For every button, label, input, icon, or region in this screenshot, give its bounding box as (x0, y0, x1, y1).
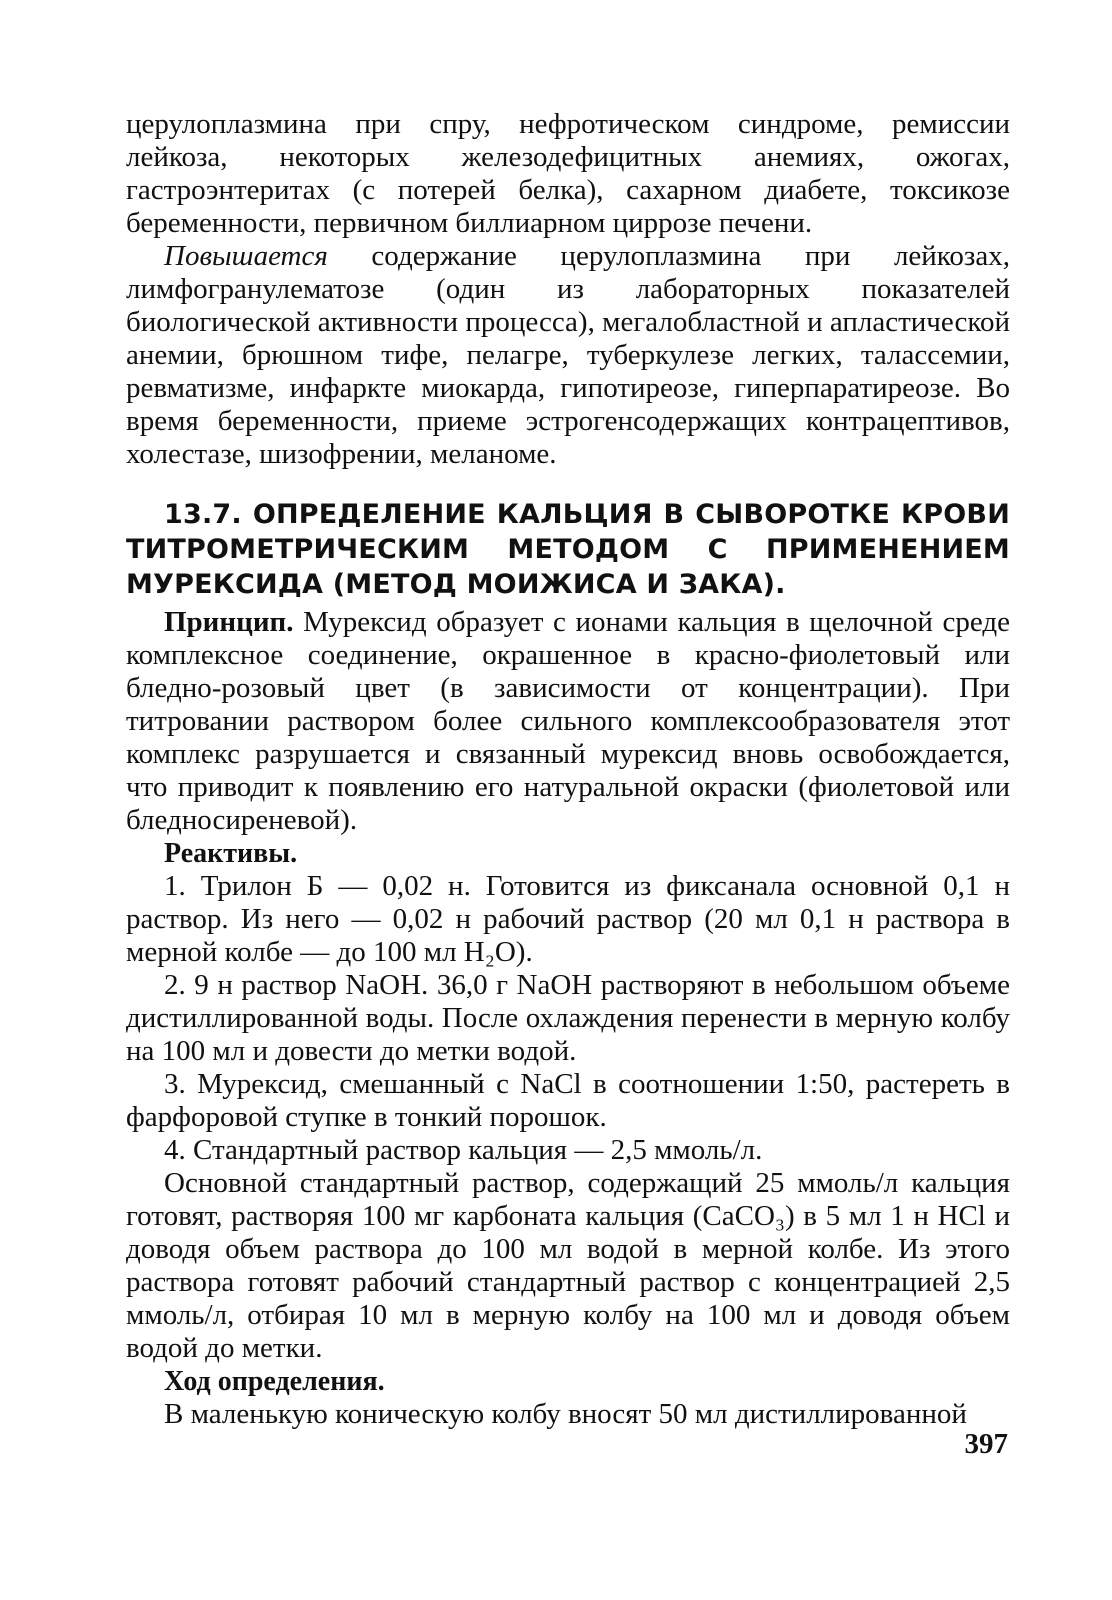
reagent-item-4: 4. Стандартный раствор кальция — 2,5 ммоль/л. (164, 1134, 763, 1166)
reagent-item-1: 1. Трилон Б — 0,02 н. Готовится из фиксанала основной 0,1 н раствор. Из него — 0,02 н рабочий раствор (20 мл 0,1 н раствора в мерной колбе — до 100 мл H₂O). (126, 870, 1010, 968)
page-content (126, 108, 1010, 1431)
section-heading: 13.7. ОПРЕДЕЛЕНИЕ КАЛЬЦИЯ В СЫВОРОТКЕ КРОВИ ТИТРОМЕТРИЧЕСКИМ МЕТОДОМ С ПРИМЕНЕНИЕМ МУРЕКСИДА (МЕТОД МОИЖИСА И ЗАКА). (126, 499, 1010, 600)
reagent-item-2: 2. 9 н раствор NaOH. 36,0 г NaOH растворяют в небольшом объеме дистиллированной воды. После охлаждения перенести в мерную колбу на 100 мл и довести до метки водой. (126, 969, 1010, 1067)
reagent-item-3: 3. Мурексид, смешанный с NaCl в соотношении 1:50, растереть в фарфоровой ступке в тонкий порошок. (126, 1068, 1010, 1133)
increase-text: содержание церулоплазмина при лейкозах, лимфогранулематозе (один из лабораторных показателей биологической активности процесса), мегалобластной и апластической анемии, брюшном тифе, пелагре, туберкулезе легких, талассемии, ревматизме, инфаркте миокарда, гипотиреозе, гиперпаратиреозе. Во время беременности, приеме эстрогенсодержащих контрацептивов, холестазе, шизофрении, меланоме. (126, 240, 1010, 470)
paragraph-ceruloplasmin-decrease: церулоплазмина при спру, нефротическом синдроме, ремиссии лейкоза, некоторых железодефицитных анемиях, ожогах, гастроэнтеритах (с потерей белка), сахарном диабете, токсикозе беременности, первичном биллиарном циррозе печени. (126, 108, 1010, 239)
page-number: 397 (964, 1428, 1008, 1460)
principle-text: Мурексид образует с ионами кальция в щелочной среде комплексное соединение, окрашенное в красно-фиолетовый или бледно-розовый цвет (в зависимости от концентрации). При титровании раствором более сильного комплексообразователя этот комплекс разрушается и связанный мурексид вновь освобождается, что приводит к появлению его натуральной окраски (фиолетовой или бледносиреневой). (126, 606, 1010, 836)
paragraph-ceruloplasmin-increase (126, 240, 1010, 471)
paragraph-procedure: В маленькую коническую колбу вносят 50 мл дистиллированной (164, 1398, 967, 1430)
principle-lead: Принцип. (164, 606, 294, 638)
paragraph-principle (126, 606, 1010, 837)
paragraph-standard-solution: Основной стандартный раствор, содержащий 25 ммоль/л кальция готовят, растворяя 100 мг карбоната кальция (CaCO₃) в 5 мл 1 н HCl и доводя объем раствора до 100 мл водой в мерной колбе. Из этого раствора готовят рабочий стандартный раствор с концентрацией 2,5 ммоль/л, отбирая 10 мл в мерную колбу на 100 мл и доводя объем водой до метки. (126, 1167, 1010, 1364)
increase-lead: Повышается (164, 240, 328, 272)
procedure-title: Ход определения. (164, 1366, 385, 1397)
reagents-title: Реактивы. (164, 838, 298, 869)
